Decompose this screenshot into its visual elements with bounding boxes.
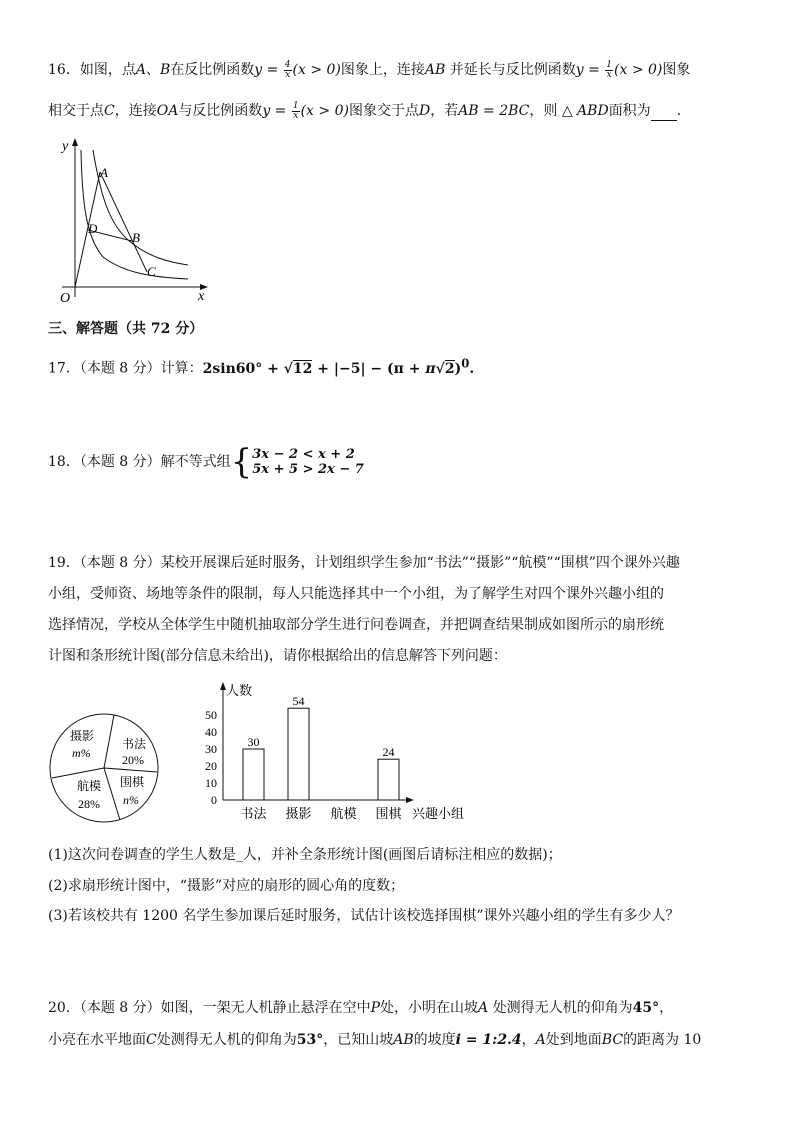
answer-blank xyxy=(651,106,677,121)
x-axis-label: 兴趣小组 xyxy=(412,806,465,821)
text: ，已知山坡 xyxy=(323,1032,394,1048)
text: 如图，点 xyxy=(79,62,136,78)
y-tick-label: 50 xyxy=(205,708,217,722)
q20-line1 xyxy=(48,998,673,1018)
brace-icon: { xyxy=(230,442,253,482)
pie-label-photo: 摄影 xyxy=(70,729,95,743)
pie-value-photo: m% xyxy=(72,746,91,760)
q19-line2: 小组，受师资、场地等条件的限制，每人只能选择其中一个小组，为了解学生对四个课外兴趣小组的 xyxy=(48,586,664,602)
fraction xyxy=(292,102,300,121)
exponent: 0 xyxy=(461,356,470,370)
q18 xyxy=(48,442,364,482)
text: 图象交于点 xyxy=(348,103,419,119)
text: 并延长与反比例函数 xyxy=(445,62,576,78)
math: ) xyxy=(454,360,462,377)
math: i = 1:2.4 xyxy=(455,1032,522,1048)
x-tick-label: 围棋 xyxy=(375,806,402,821)
numerator: 4 xyxy=(284,59,291,70)
text: ， xyxy=(659,1000,674,1016)
x-axis-arrow xyxy=(406,797,414,803)
text: 处测得无人机的仰角为 xyxy=(488,1000,633,1016)
q17 xyxy=(48,353,474,379)
bar-data-label: 54 xyxy=(292,694,305,709)
text: 处到地面 xyxy=(545,1032,602,1048)
label-y: y xyxy=(62,139,69,154)
bar-data-label: 24 xyxy=(382,745,395,760)
text: ， xyxy=(521,1032,536,1048)
math: C xyxy=(146,1032,157,1048)
x-tick-label: 航模 xyxy=(330,806,357,821)
math: A xyxy=(478,1000,489,1016)
pie-chart xyxy=(48,712,163,827)
q16-line1 xyxy=(48,60,690,80)
q20-line2 xyxy=(48,1030,701,1050)
inequality-2: 5x + 5 > 2x − 7 xyxy=(252,462,364,477)
math: + |−5| − (π + xyxy=(312,360,426,377)
math: 53° xyxy=(296,1032,324,1048)
math: B xyxy=(159,62,171,78)
bar xyxy=(243,749,264,800)
text: 与反比例函数 xyxy=(178,103,263,119)
math: (x > 0) xyxy=(292,62,341,78)
pie-label-calligraphy: 书法 xyxy=(122,737,147,751)
y-tick-label: 40 xyxy=(205,725,217,739)
segment-AC xyxy=(100,172,147,272)
inequality-system xyxy=(252,447,364,477)
text: ，连接 xyxy=(114,103,157,119)
bar xyxy=(378,759,399,800)
text: 面积为 xyxy=(608,103,651,119)
math: C xyxy=(104,103,115,119)
math: (x > 0) xyxy=(300,103,349,119)
y-tick-label: 30 xyxy=(205,742,217,756)
text: 20．（本题 8 分）如图，一架无人机静止悬浮在空中 xyxy=(48,1000,371,1016)
label-x: x xyxy=(198,289,205,304)
q19-sub1: (1)这次问卷调查的学生人数是_人，并补全条形统计图(画图后请标注相应的数据)； xyxy=(48,847,562,863)
pie-value-calligraphy: 20% xyxy=(122,753,144,767)
radicand: 12 xyxy=(292,360,313,377)
text: 处测得无人机的仰角为 xyxy=(156,1032,297,1048)
math: (x > 0) xyxy=(614,62,663,78)
text: 的坡度 xyxy=(413,1032,456,1048)
math: D xyxy=(418,103,431,119)
denominator: x xyxy=(293,110,299,121)
math: 45° xyxy=(632,1000,660,1016)
text: 图象上，连接 xyxy=(340,62,425,78)
x-tick-label: 书法 xyxy=(240,806,267,821)
math: P xyxy=(370,1000,381,1016)
q17-expr: $2\sin 60^\circ + √12 + |-5| - (\pi + \pi√2)^0$. xyxy=(202,356,475,377)
pie-value-model: 28% xyxy=(78,797,100,811)
label-D: D xyxy=(88,221,98,236)
pie-value-go: n% xyxy=(123,793,139,807)
bar-chart xyxy=(195,680,485,830)
math: A xyxy=(135,62,146,78)
label-A: A xyxy=(100,165,108,180)
math: 2sin60° + xyxy=(202,360,284,377)
y-tick-label: 0 xyxy=(211,793,217,807)
numerator: 1 xyxy=(606,59,613,70)
math: y = xyxy=(254,62,283,78)
y-axis-label: 人数 xyxy=(226,683,253,698)
y-tick-label: 20 xyxy=(205,759,217,773)
math: . xyxy=(469,360,475,377)
bar xyxy=(288,708,309,800)
text: 的距离为 10 xyxy=(623,1032,702,1048)
text: 、 xyxy=(145,62,160,78)
math: y = xyxy=(262,103,291,119)
text: 小亮在水平地面 xyxy=(48,1032,146,1048)
x-tick-label: 摄影 xyxy=(285,806,312,821)
radicand: 2 xyxy=(444,360,455,377)
text: ． xyxy=(676,103,691,119)
bar-data-label: 30 xyxy=(247,735,260,749)
math: △ ABD xyxy=(561,103,609,119)
text: 处，小明在山坡 xyxy=(380,1000,479,1016)
math: OA xyxy=(156,103,179,119)
fraction xyxy=(605,61,613,80)
q19-line1: 19．（本题 8 分）某校开展课后延时服务，计划组织学生参加“书法”“摄影”“航模”“围棋”四个课外兴趣 xyxy=(48,555,680,571)
text: ，则 xyxy=(529,103,562,119)
y-tick-label: 10 xyxy=(205,776,217,790)
q19-line4: 计图和条形统计图(部分信息未给出)，请你根据给出的信息解答下列问题： xyxy=(48,648,507,664)
math: AB = 2BC xyxy=(458,103,530,119)
section-heading: 三、解答题（共 72 分） xyxy=(48,321,204,337)
q19-sub3: (3)若该校共有 1200 名学生参加课后延时服务，试估计该校选择围棋”课外兴趣小组的学生有多少人？ xyxy=(48,908,680,924)
denominator: x xyxy=(285,69,291,80)
y-axis-arrow xyxy=(72,138,78,146)
q19-sub2: (2)求扇形统计图中，“摄影”对应的扇形的圆心角的度数； xyxy=(48,878,405,894)
inequality-1: 3x − 2 < x + 2 xyxy=(252,447,355,462)
q19-line3: 选择情况，学校从全体学生中随机抽取部分学生进行问卷调查，并把调查结果制成如图所示的扇形统 xyxy=(48,617,664,633)
question-number: 16． xyxy=(48,62,80,78)
denominator: x xyxy=(606,69,612,80)
numerator: 1 xyxy=(292,100,299,111)
fraction xyxy=(284,61,292,80)
math: BC xyxy=(601,1032,624,1048)
text: 相交于点 xyxy=(48,103,104,119)
label-O: O xyxy=(60,291,71,306)
q16-line2 xyxy=(48,101,691,121)
pie-label-go: 围棋 xyxy=(120,775,145,789)
text: 图象 xyxy=(662,62,691,78)
label-B: B xyxy=(132,230,140,245)
text: 在反比例函数 xyxy=(170,62,255,78)
q16-figure xyxy=(48,132,218,307)
math: AB xyxy=(424,62,446,78)
math: A xyxy=(535,1032,546,1048)
label-C: C xyxy=(147,264,156,279)
math: AB xyxy=(393,1032,414,1048)
text: ，若 xyxy=(430,103,459,119)
math: y = xyxy=(575,62,605,78)
question-label: 17．（本题 8 分）计算： xyxy=(48,360,203,377)
question-label: 18．（本题 8 分）解不等式组 xyxy=(48,454,231,470)
pie-label-model: 航模 xyxy=(77,779,102,793)
